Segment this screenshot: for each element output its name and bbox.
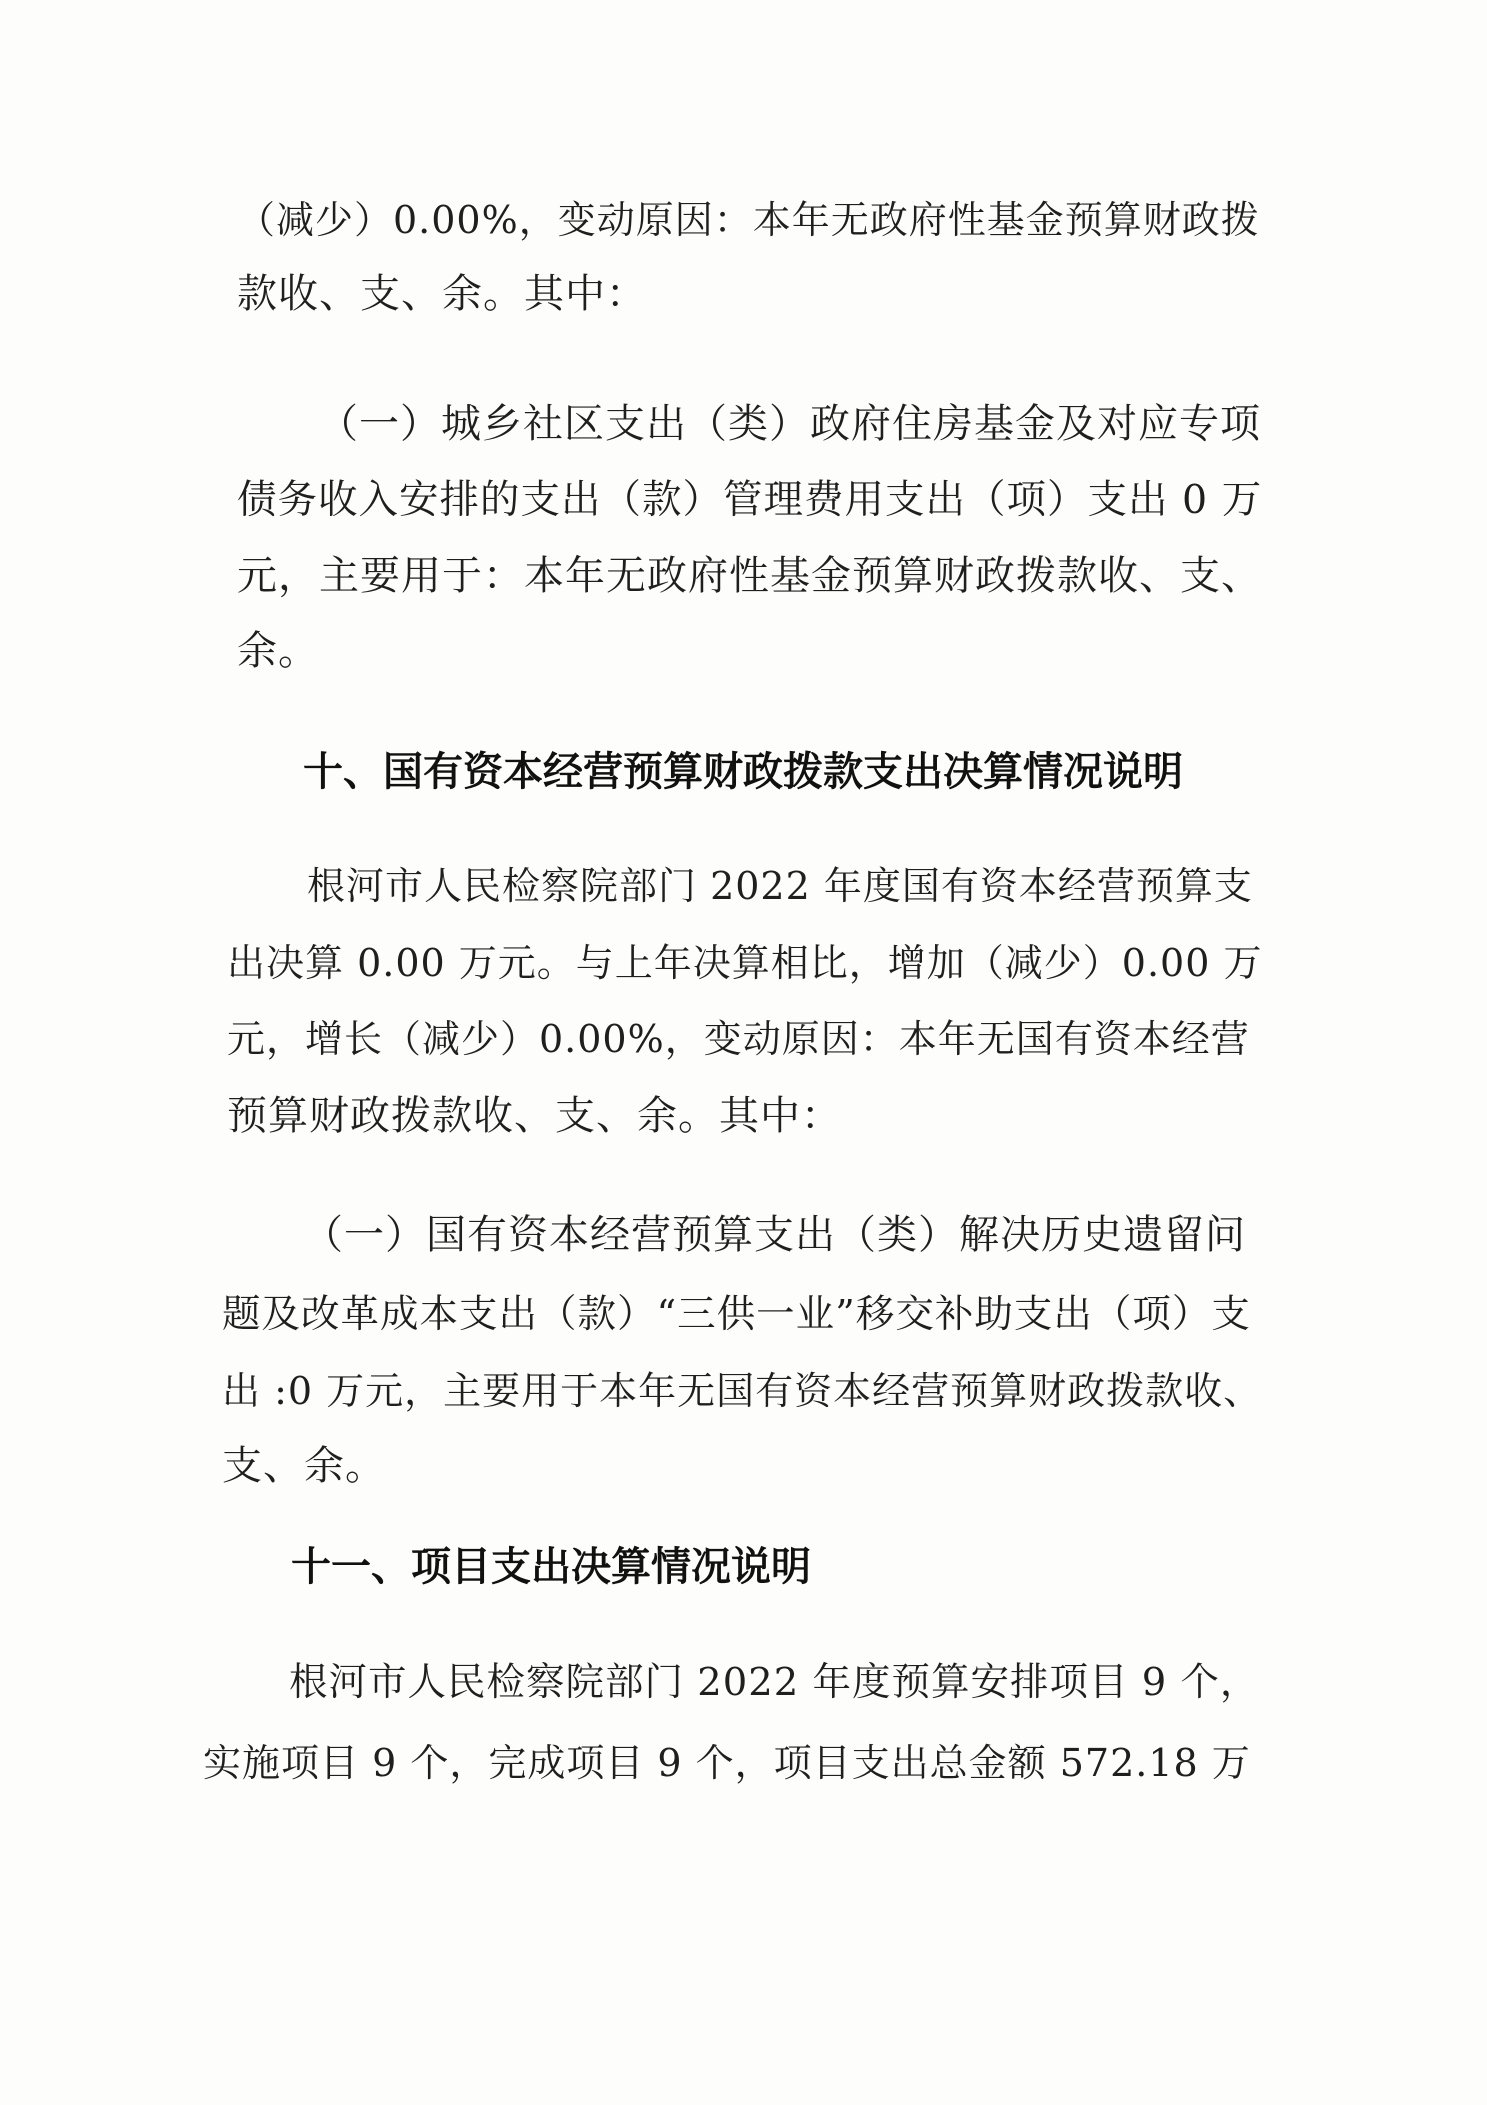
section-11-heading: 十一、项目支出决算情况说明 <box>291 1544 811 1590</box>
text-line: （一）国有资本经营预算支出（类）解决历史遗留问 <box>303 1212 1246 1258</box>
text-line: 款收、支、余。其中： <box>237 271 647 317</box>
text-line: 余。 <box>237 628 319 674</box>
text-line: 元，增长（减少）0.00%，变动原因：本年无国有资本经营 <box>227 1017 1250 1061</box>
text-line: 债务收入安排的支出（款）管理费用支出（项）支出 0 万 <box>237 477 1263 523</box>
text-line: （一）城乡社区支出（类）政府住房基金及对应专项 <box>318 401 1261 447</box>
text-line: 根河市人民检察院部门 2022 年度国有资本经营预算支 <box>307 864 1253 908</box>
section-10-heading: 十、国有资本经营预算财政拨款支出决算情况说明 <box>303 749 1183 795</box>
text-line: 预算财政拨款收、支、余。其中： <box>227 1093 842 1139</box>
text-line: 出决算 0.00 万元。与上年决算相比，增加（减少）0.00 万 <box>227 941 1263 985</box>
text-line: （减少）0.00%，变动原因：本年无政府性基金预算财政拨 <box>237 198 1260 242</box>
text-line: 题及改革成本支出（款）“三供一业”移交补助支出（项）支 <box>222 1292 1251 1337</box>
text-line: 根河市人民检察院部门 2022 年度预算安排项目 9 个， <box>289 1660 1260 1705</box>
text-line: 支、余。 <box>222 1443 386 1489</box>
text-line: 实施项目 9 个，完成项目 9 个，项目支出总金额 572.18 万 <box>203 1741 1251 1785</box>
text-line: 出 :0 万元，主要用于本年无国有资本经营预算财政拨款收、 <box>222 1369 1263 1413</box>
text-line: 元，主要用于：本年无政府性基金预算财政拨款收、支、 <box>237 553 1262 599</box>
